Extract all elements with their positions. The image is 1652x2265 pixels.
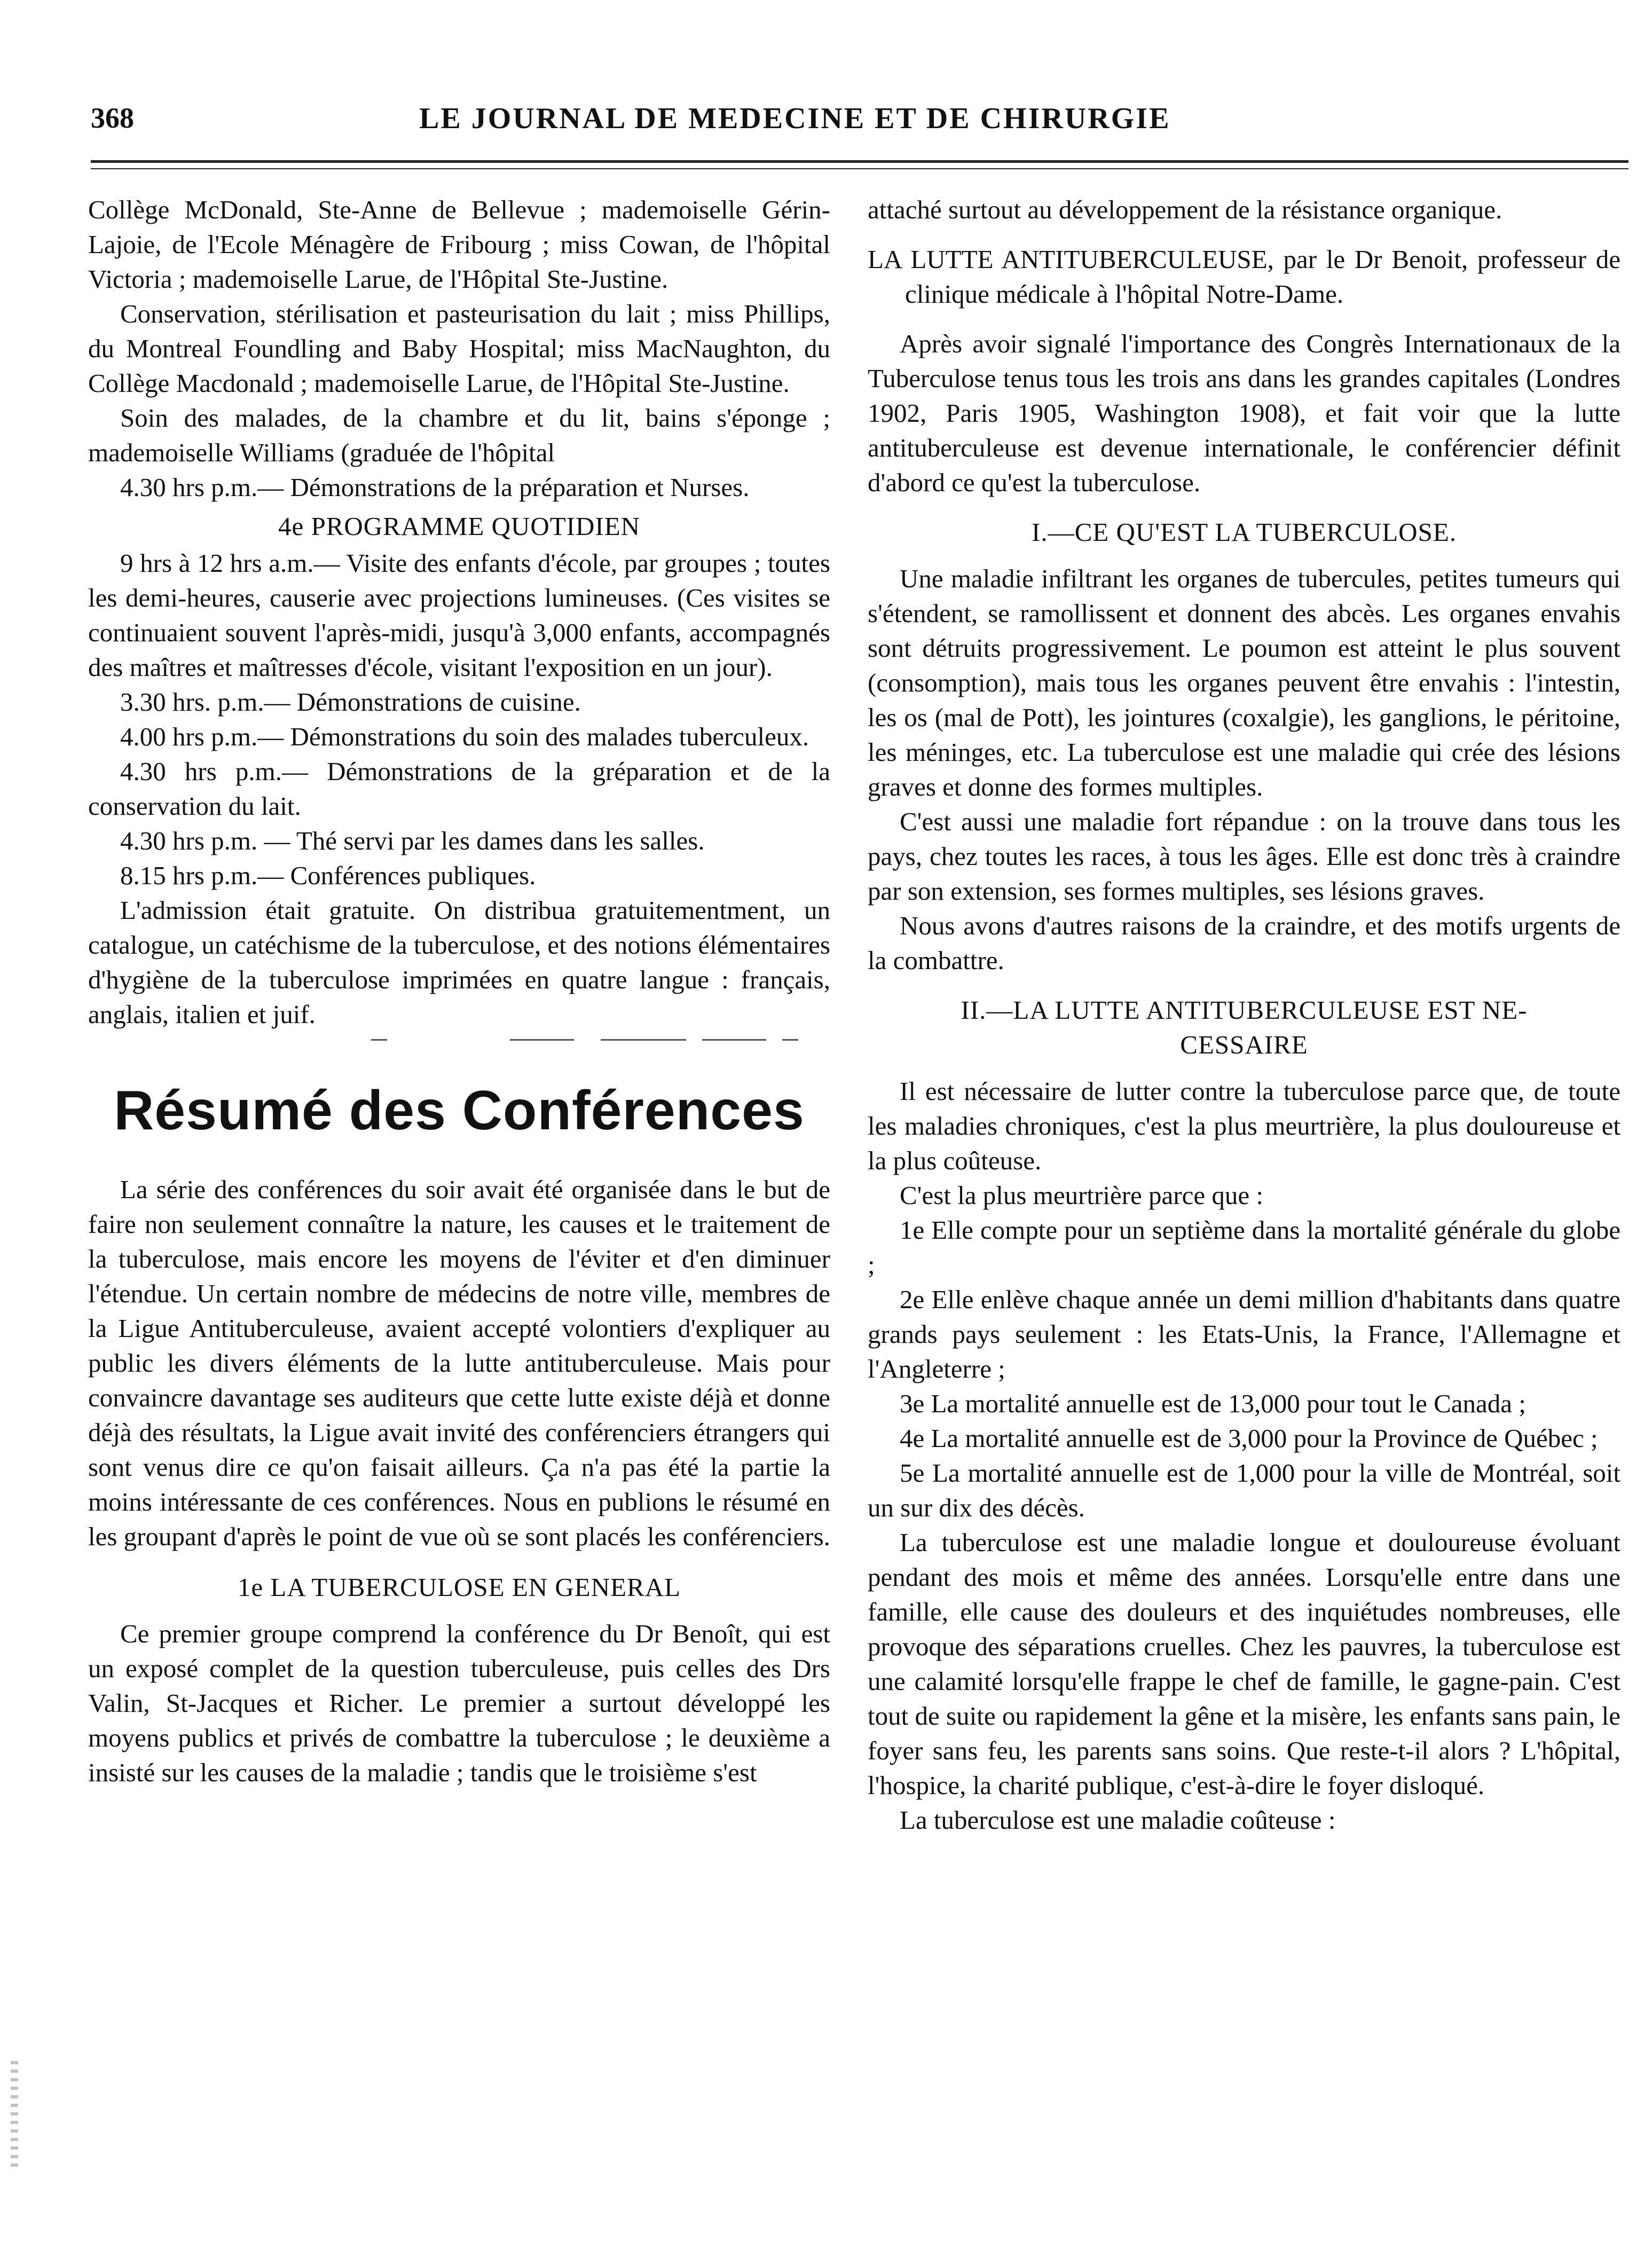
running-title: LE JOURNAL DE MEDECINE ET DE CHIRURGIE <box>419 102 1171 135</box>
paragraph: Après avoir signalé l'importance des Congrès Internationaux de la Tuberculose tenus tous les trois ans dans les grandes capitales (Londres 1902, Paris 1905, Washington 1908), et fait voir que la lutte antituberculeuse est devenue internationale, le conférencier définit d'abord ce qu'est la tuberculose. <box>868 329 1620 497</box>
subsection-heading: I.—CE QU'EST LA TUBERCULOSE. <box>1032 517 1457 547</box>
list-item: 2e Elle enlève chaque année un demi million d'habitants dans quatre grands pays seulement : les Etats-Unis, la France, l'Allemagne et l'Angleterre ; <box>868 1285 1620 1383</box>
right-column <box>868 192 1620 1837</box>
list-item: 5e La mortalité annuelle est de 1,000 pour la ville de Montréal, soit un sur dix des décès. <box>868 1458 1620 1522</box>
margin-mark <box>11 2061 18 2168</box>
ornament-rule <box>88 1035 830 1047</box>
header-rule-thin <box>91 168 1629 169</box>
list-item: 3e La mortalité annuelle est de 13,000 pour tout le Canada ; <box>900 1389 1526 1418</box>
paragraph: attaché surtout au développement de la résistance organique. <box>868 195 1502 224</box>
paragraph: La tuberculose est une maladie longue et douloureuse évoluant pendant des mois et même des années. Lorsqu'elle entre dans une famille, elle cause des douleurs et des inquiétudes nombreuses, elle provoque des séparations cruelles. Chez les pauvres, la tuberculose est une calamité lorsqu'elle frappe le chef de famille, le gagne-pain. C'est tout de suite ou rapidement la gêne et la misère, les enfants sans pain, le foyer sans feu, les parents sans soins. Que reste-t-il alors ? L'hôpital, l'hospice, la charité publique, c'est-à-dire le foyer disloqué. <box>868 1528 1620 1800</box>
paragraph: C'est aussi une maladie fort répandue : on la trouve dans tous les pays, chez toutes les races, à tous les âges. Elle est donc très à craindre par son extension, ses formes multiples, ses lésions graves. <box>868 807 1620 906</box>
paragraph: 3.30 hrs. p.m.— Démonstrations de cuisine. <box>120 687 581 717</box>
paragraph: 4.00 hrs p.m.— Démonstrations du soin des malades tuberculeux. <box>120 722 809 751</box>
paragraph: Ce premier groupe comprend la conférence du Dr Benoît, qui est un exposé complet de la question tuberculeuse, puis celles des Drs Valin, St-Jacques et Richer. Le premier a surtout développé les moyens publics et privés de combattre la tuberculose ; le deuxième a insisté sur les causes de la maladie ; tandis que le troisième s'est <box>88 1619 830 1787</box>
list-item: 1e Elle compte pour un septième dans la mortalité générale du globe ; <box>868 1215 1620 1279</box>
subsection-heading: 1e LA TUBERCULOSE EN GENERAL <box>237 1572 681 1602</box>
paragraph: 9 hrs à 12 hrs a.m.— Visite des enfants d'école, par groupes ; toutes les demi-heures, causerie avec projections lumineuses. (Ces visites se continuaient souvent l'après-midi, jusqu'à 3,000 enfants, accompagnés des maîtres et maîtresses d'école, visitant l'exposition en un jour). <box>88 548 830 682</box>
paragraph: 4.30 hrs p.m.— Démonstrations de la gréparation et de la conservation du lait. <box>88 757 830 821</box>
paragraph: 4.30 hrs p.m. — Thé servi par les dames dans les salles. <box>120 826 705 855</box>
page-number: 368 <box>91 102 134 134</box>
left-column <box>88 192 830 1790</box>
paragraph: Nous avons d'autres raisons de la craindre, et des motifs urgents de la combattre. <box>868 911 1620 975</box>
paragraph: L'admission était gratuite. On distribua gratuitementment, un catalogue, un catéchisme de la tuberculose, et des notions élémentaires d'hygiène de la tuberculose imprimées en quatre langue : français, anglais, italien et juif. <box>88 895 830 1029</box>
paragraph: 8.15 hrs p.m.— Conférences publiques. <box>120 861 536 890</box>
paragraph: Collège McDonald, Ste-Anne de Bellevue ; mademoiselle Gérin-Lajoie, de l'Ecole Ménagère de Fribourg ; miss Cowan, de l'hôpital Victoria ; mademoiselle Larue, de l'Hôpital Ste-Justine. <box>88 195 830 294</box>
subsection-heading: II.—LA LUTTE ANTITUBERCULEUSE EST NE- <box>961 995 1528 1025</box>
lecture-title: LA LUTTE ANTITUBERCULEUSE, par le Dr Benoit, professeur de clinique médicale à l'hôpital Notre-Dame. <box>868 245 1620 309</box>
paragraph: Soin des malades, de la chambre et du lit, bains s'éponge ; mademoiselle Williams (graduée de l'hôpital <box>88 403 830 467</box>
paragraph: La série des conférences du soir avait été organisée dans le but de faire non seulement connaître la nature, les causes et le traitement de la tuberculose, mais encore les moyens de l'éviter et d'en diminuer l'étendue. Un certain nombre de médecins de notre ville, membres de la Ligue Antituberculeuse, avaient accepté volontiers d'expliquer au public les divers éléments de la lutte antituberculeuse. Mais pour convaincre davantage ses auditeurs que cette lutte existe déjà et donne déjà des résultats, la Ligue avait invité des conférenciers étrangers qui sont venus dire ce qu'on faisait ailleurs. Ça n'a pas été la partie la moins intéressante de ces conférences. Nous en publions le résumé en les groupant d'après le point de vue où se sont placés les conférenciers. <box>88 1175 830 1551</box>
subsection-heading-cont: CESSAIRE <box>1180 1030 1308 1059</box>
program-heading: 4e PROGRAMME QUOTIDIEN <box>278 512 641 541</box>
paragraph: La tuberculose est une maladie coûteuse : <box>900 1805 1336 1835</box>
header-rule <box>91 160 1629 163</box>
list-item: 4e La mortalité annuelle est de 3,000 pour la Province de Québec ; <box>900 1424 1598 1453</box>
section-title: Résumé des Conférences <box>114 1080 805 1142</box>
page-header <box>91 101 1629 150</box>
paragraph: C'est la plus meurtrière parce que : <box>900 1181 1263 1210</box>
paragraph: Il est nécessaire de lutter contre la tuberculose parce que, de toute les maladies chroniques, c'est la plus meurtrière, la plus douloureuse et la plus coûteuse. <box>868 1076 1620 1175</box>
paragraph: Une maladie infiltrant les organes de tubercules, petites tumeurs qui s'étendent, se ramollissent et donnent des abcès. Les organes envahis sont détruits progressivement. Le poumon est atteint le plus souvent (consomption), mais tous les organes peuvent être envahis : l'intestin, les os (mal de Pott), les jointures (coxalgie), les ganglions, le péritoine, les méninges, etc. La tuberculose est une maladie qui crée des lésions graves et donne des formes multiples. <box>868 564 1620 801</box>
paragraph: 4.30 hrs p.m.— Démonstrations de la préparation et Nurses. <box>120 473 750 502</box>
paragraph: Conservation, stérilisation et pasteurisation du lait ; miss Phillips, du Montreal Foundling and Baby Hospital; miss MacNaughton, du Collège Macdonald ; mademoiselle Larue, de l'Hôpital Ste-Justine. <box>88 299 830 398</box>
